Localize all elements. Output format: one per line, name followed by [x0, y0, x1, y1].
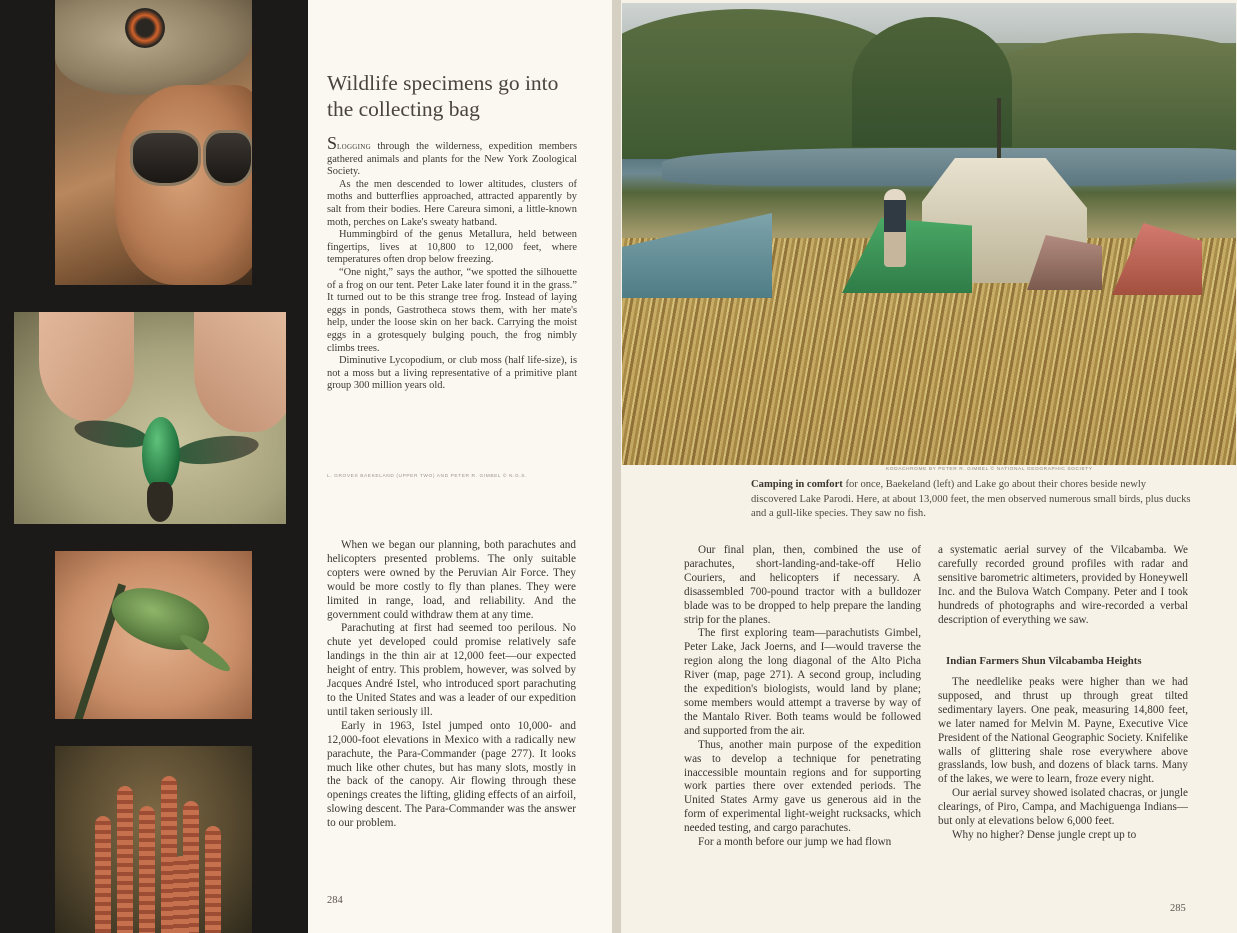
club-moss-photo [55, 746, 252, 933]
body-column-left [327, 539, 576, 831]
page-number: 285 [1170, 903, 1186, 914]
moth-on-hatband [125, 8, 165, 48]
body-column-right-bottom [938, 676, 1188, 843]
page-title: Wildlife specimens go into the collecting bag [327, 71, 559, 121]
left-page [0, 0, 612, 933]
campsite-photo [622, 3, 1236, 465]
page-number: 284 [327, 895, 343, 906]
paragraph: Parachuting at first had seemed too perilous. No chute yet developed could promise relatively safe landings in the thin air at 12,000 feet—our expected height of entry. This problem, however, was solved by Jacques André Istel, who introduced sport parachuting to the United States and was a leader of our expedition until taken seriously ill. [327, 622, 576, 718]
photo-credit-right: KODACHROME BY PETER R. GIMBEL © NATIONAL GEOGRAPHIC SOCIETY [886, 467, 1093, 472]
hummingbird-photo [14, 312, 286, 524]
paragraph: The needlelike peaks were higher than we had supposed, and thrust up through great tilted sedimentary layers. One peak, measuring 14,800 feet, we later named for Melvin M. Payne, Executive Vice President of the National Geographic Society. Knifelike walls of glittering shale rose everywhere above grasslands, low bush, and dozens of black tarns. Many of the lakes, we were to learn, froze every night. [938, 676, 1188, 786]
paragraph: Our aerial survey showed isolated chacras, or jungle clearings, of Piro, Campa, and Machiguenga Indians—but only at elevations below 6,000 feet. [938, 787, 1188, 828]
caption-frog: “One night,” says the author, “we spotted the silhouette of a frog on our tent. Peter Lake later found it in the grass.” It turned out to be this strange tree frog. Instead of laying eggs in ponds, Gastrotheca stows them, with her mate's help, under the loose skin on her back. Carrying the moist eggs in a grotesquely bulging pouch, the frog nimbly climbs trees. [327, 266, 577, 354]
caption-bold: Camping in comfort [751, 479, 843, 490]
caption-intro: Slogging through the wilderness, expedition members gathered animals and plants for the New York Zoological Society. [327, 133, 577, 178]
caption-moth: As the men descended to lower altitudes, clusters of moths and butterflies approached, attracted apparently by salt from their bodies. Here Careura simoni, a little-known moth, perches on Lake's sweaty hatband. [327, 178, 577, 228]
caption-club-moss: Diminutive Lycopodium, or club moss (half life-size), is not a moss but a living representative of a primitive plant group 300 million years old. [327, 355, 577, 392]
paragraph: Why no higher? Dense jungle crept up to [952, 828, 1137, 841]
photo-caption [751, 478, 1191, 522]
paragraph: The first exploring team—parachutists Gimbel, Peter Lake, Jack Joerns, and I—would traverse the region along the long diagonal of the Alto Picha River (map, page 271). A second group, including the expedition's biologists, would land by plane; some members would attempt a traverse by way of the Mantalo River. Both teams would be followed and supported from the air. [684, 627, 921, 737]
paragraph: a systematic aerial survey of the Vilcabamba. We carefully recorded ground profiles with radar and sensitive barometric altimeters, provided by Honeywell Inc. and the Bulova Watch Company. Peter and I took hundreds of photographs and wire-recorded a verbal description of everything we saw. [938, 544, 1188, 626]
gutter [612, 0, 621, 933]
paragraph: Early in 1963, Istel jumped onto 10,000- and 12,000-foot elevations in Mexico with a radically new parachute, the Para-Commander (page 277). It looks much like other chutes, but has many slots, mostly in the back of the canopy. Air flowing through these openings creates the lifting, gliding effects of an airfoil, slowing descent. The Para-Commander was the answer to our problem. [327, 719, 576, 830]
paragraph: Our final plan, then, combined the use of parachutes, short-landing-and-take-off Helio Couriers, and helicopters if necessary. A disassembled 700-pound tractor with a bulldozer blade was to be dropped to help prepare the landing strip for the planes. [684, 544, 921, 626]
photo-credit: L. GROVES BAEKELAND (UPPER TWO) AND PETER R. GIMBEL © N.G.S. [327, 474, 527, 479]
caption-hummingbird: Hummingbird of the genus Metallura, held between fingertips, lives at 10,800 to 12,000 feet, where temperatures often drop below freezing. [327, 229, 577, 266]
caption-text: for once, Baekeland (left) and Lake go about their chores beside newly discovered Lake Parodi. Here, at about 13,000 feet, the men observed numerous small birds, plus ducks and a gull-like species. They saw no fish. [751, 479, 1191, 520]
man-with-sunglasses-photo [55, 0, 252, 285]
body-column-middle [684, 544, 921, 850]
paragraph: When we began our planning, both parachutes and helicopters presented problems. The only suitable copters were owned by the Peruvian Air Force. They would be more costly to fly than planes. They were limited in range, load, and reliability. And the government could withdraw them at any time. [327, 539, 576, 621]
paragraph: For a month before our jump we had flown [698, 836, 892, 849]
tree-frog-photo [55, 551, 252, 719]
person-figure [884, 189, 906, 267]
body-column-right-top [938, 544, 1188, 627]
photo-captions [327, 133, 577, 393]
paragraph: Thus, another main purpose of the expedition was to develop a technique for penetrating inaccessible mountain regions and for supporting work parties there over extended periods. The United States Army gave us generous aid in the form of experimental light-weight rucksacks, which needed testing, and cargo parachutes. [684, 738, 921, 835]
section-subheading: Indian Farmers Shun Vilcabamba Heights [946, 655, 1142, 667]
